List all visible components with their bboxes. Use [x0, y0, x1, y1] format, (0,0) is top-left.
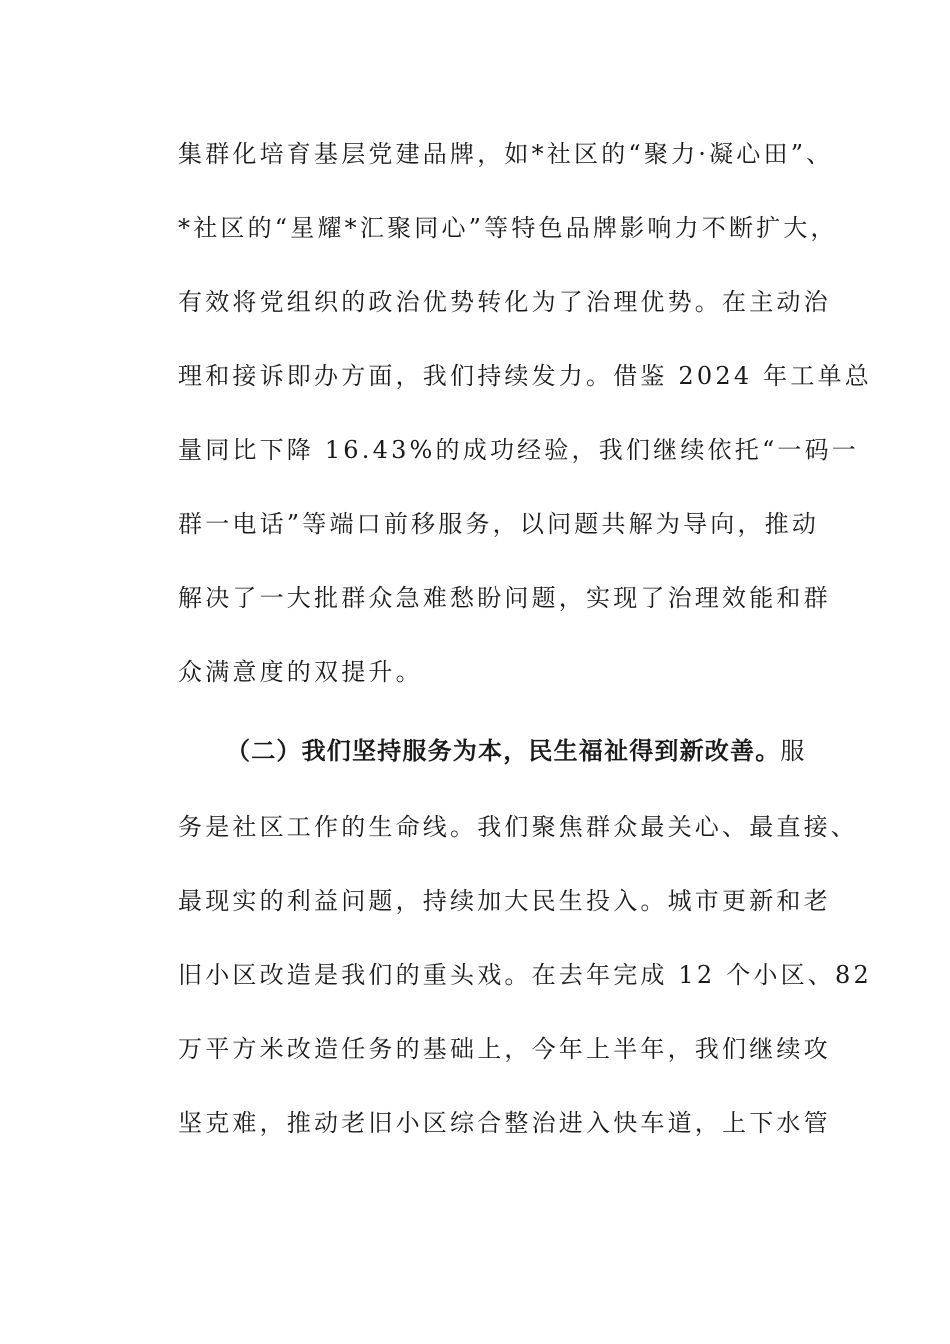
text-line: 旧小区改造是我们的重头戏。在去年完成 12 个小区、82 [178, 961, 872, 989]
text-line: 群一电话”等端口前移服务，以问题共解为导向，推动 [178, 510, 820, 538]
text-line: 量同比下降 16.43%的成功经验，我们继续依托“一码一 [178, 436, 860, 464]
text-line: 坚克难，推动老旧小区综合整治进入快车道，上下水管 [178, 1109, 831, 1137]
section-heading-line [226, 735, 876, 767]
text-line: 万平方米改造任务的基础上，今年上半年，我们继续攻 [178, 1035, 831, 1063]
text-line: 有效将党组织的政治优势转化为了治理优势。在主动治 [178, 288, 831, 316]
text-line: 最现实的利益问题，持续加大民生投入。城市更新和老 [178, 887, 831, 915]
text-line: 集群化培育基层党建品牌，如*社区的“聚力·凝心田”、 [178, 140, 834, 168]
section-heading: （二）我们坚持服务为本，民生福祉得到新改善。 [226, 737, 781, 765]
text-line: 务是社区工作的生命线。我们聚焦群众最关心、最直接、 [178, 813, 858, 841]
text-line: *社区的“星耀*汇聚同心”等特色品牌影响力不断扩大， [178, 214, 838, 242]
text-line: 理和接诉即办方面，我们持续发力。借鉴 2024 年工单总 [178, 362, 872, 390]
text-line: 解决了一大批群众急难愁盼问题，实现了治理效能和群 [178, 584, 831, 612]
text-line: 众满意度的双提升。 [178, 658, 423, 686]
section-heading-tail: 服 [780, 737, 808, 765]
